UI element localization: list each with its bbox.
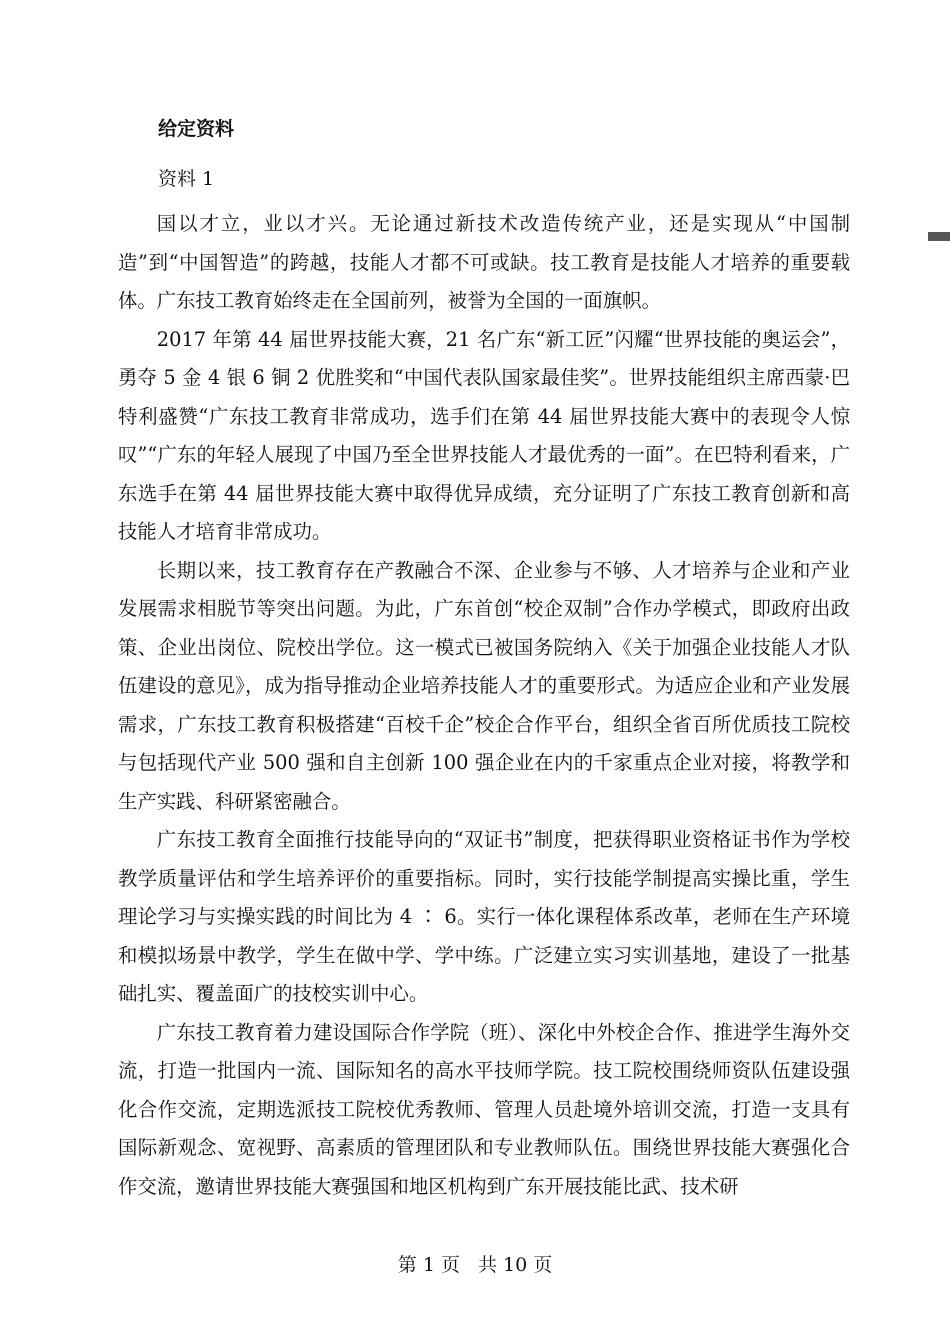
page-total: 共 10 页 [477, 1254, 553, 1276]
paragraph-2: 2017 年第 44 届世界技能大赛，21 名广东“新工匠”闪耀“世界技能的奥运会”，勇夺 5 金 4 银 6 铜 2 优胜奖和“中国代表队国家最佳奖”。世界技能组织主席西蒙·巴特利盛赞“广东技工教育非常成功，选手们在第 44 届世界技能大赛中的表现令人惊叹”“广东的年轻人展现了中国乃至全世界技能人才最优秀的一面”。在巴特利看来，广东选手在第 44 届世界技能大赛中取得优异成绩，充分证明了广东技工教育创新和高技能人才培育非常成功。 [118, 327, 850, 543]
margin-tab-marker [928, 232, 950, 241]
paragraph-3: 长期以来，技工教育存在产教融合不深、企业参与不够、人才培养与企业和产业发展需求相脱节等突出问题。为此，广东首创“校企双制”合作办学模式，即政府出政策、企业出岗位、院校出学位。这一模式已被国务院纳入《关于加强企业技能人才队伍建设的意见》，成为指导推动企业培养技能人才的重要形式。为适应企业和产业发展需求，广东技工教育积极搭建“百校千企”校企合作平台，组织全省百所优质技工院校与包括现代产业 500 强和自主创新 100 强企业在内的千家重点企业对接，将教学和生产实践、科研紧密融合。 [118, 558, 850, 813]
paragraph-5: 广东技工教育着力建设国际合作学院（班）、深化中外校企合作、推进学生海外交流，打造一批国内一流、国际知名的高水平技师学院。技工院校围绕师资队伍建设强化合作交流，定期选派技工院校优秀教师、管理人员赴境外培训交流，打造一支具有国际新观念、宽视野、高素质的管理团队和专业教师队伍。围绕世界技能大赛强化合作交流，邀请世界技能大赛强国和地区机构到广东开展技能比武、技术研 [118, 1020, 850, 1198]
body-text [118, 205, 850, 1206]
section-heading: 给定资料 [158, 118, 235, 140]
paragraph-4: 广东技工教育全面推行技能导向的“双证书”制度，把获得职业资格证书作为学校教学质量评估和学生培养评价的重要指标。同时，实行技能学制提高实操比重，学生理论学习与实操实践的时间比为 4 ∶ 6。实行一体化课程体系改革，老师在生产环境和模拟场景中教学，学生在做中学、学中练。广泛建立实习实训基地，建设了一批基础扎实、覆盖面广的技校实训中心。 [118, 828, 850, 1005]
material-subheading: 资料 1 [158, 168, 215, 190]
page-number: 第 1 页 [397, 1254, 460, 1276]
page-footer [0, 1253, 950, 1277]
paragraph-1: 国以才立，业以才兴。无论通过新技术改造传统产业，还是实现从“中国制造”到“中国智造”的跨越，技能人才都不可或缺。技工教育是技能人才培养的重要载体。广东技工教育始终走在全国前列，被誉为全国的一面旗帜。 [118, 212, 850, 312]
